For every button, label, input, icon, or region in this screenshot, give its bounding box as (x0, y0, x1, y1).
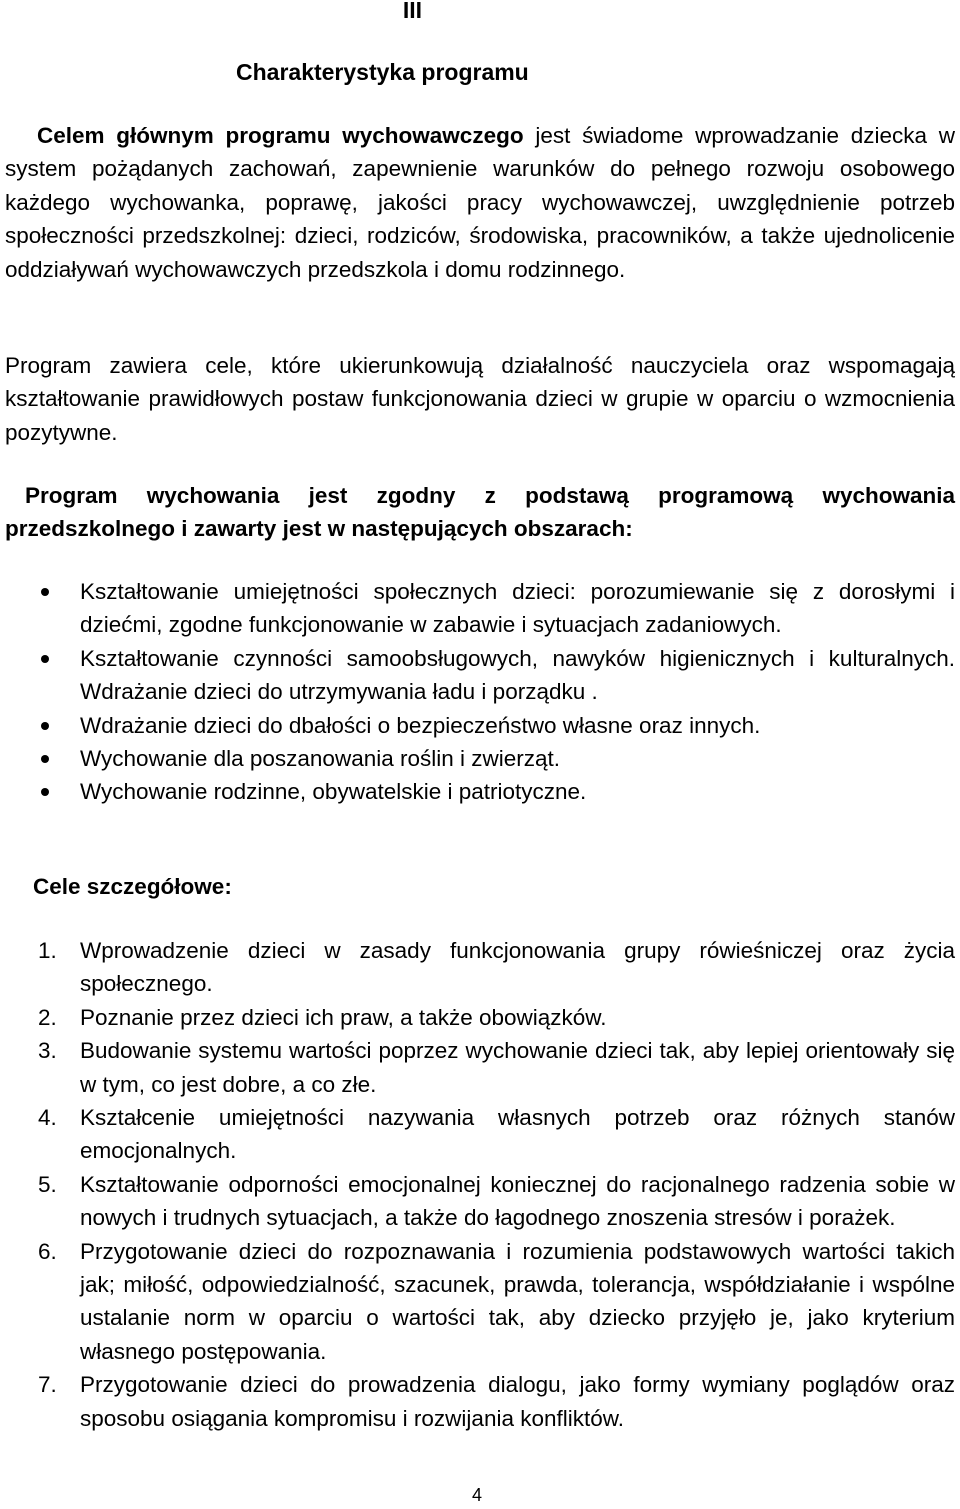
goal-list-item (0, 1368, 955, 1435)
detailed-goals-list (0, 934, 955, 1435)
area-text: Wychowanie dla poszanowania roślin i zwierząt. (80, 746, 561, 772)
area-text: Wdrażanie dzieci do dbałości o bezpieczeństwo własne oraz innych. (80, 712, 761, 738)
goal-number: 6. (38, 1238, 57, 1264)
goal-text: Kształcenie umiejętności nazywania własnych potrzeb oraz różnych stanów emocjonalnych. (80, 1105, 955, 1164)
goal-text: Kształtowanie odporności emocjonalnej koniecznej do racjonalnego radzenia sobie w nowych i trudnych sytuacjach, a także do łagodnego znoszenia stresów i porażek. (80, 1171, 955, 1231)
areas-list-item (0, 742, 955, 775)
chapter-number: III (402, 0, 423, 23)
goal-text: Poznanie przez dzieci ich praw, a także obowiązków. (80, 1004, 607, 1030)
goal-number: 4. (38, 1105, 57, 1131)
areas-list-item (0, 709, 955, 742)
areas-list-item (0, 642, 955, 709)
goal-list-item (0, 1101, 955, 1168)
goal-text: Przygotowanie dzieci do prowadzenia dialogu, jako formy wymiany poglądów oraz sposobu osiągania kompromisu i rozwijania konfliktów. (80, 1372, 955, 1431)
bullet-icon (41, 655, 49, 663)
areas-list-item (0, 775, 955, 808)
detailed-goals-heading: Cele szczegółowe: (33, 874, 232, 899)
areas-list (0, 575, 955, 809)
intro-bold-lead: Celem głównym programu wychowawczego (37, 123, 524, 148)
section-heading: Charakterystyka programu (236, 59, 529, 85)
goal-number: 1. (38, 938, 57, 963)
goal-list-item (0, 1235, 955, 1369)
goal-text: Przygotowanie dzieci do rozpoznawania i rozumienia podstawowych wartości takich jak; miłość, odpowiedzialność, szacunek, prawda, tolerancja, współdziałanie i wspólne ustalanie norm w oparciu o wartości tak, aby dziecko przyjęło je, jako kryterium własnego postępowania. (80, 1238, 955, 1364)
intro-text: jest świadome wprowadzanie dziecka w system pożądanych zachowań, zapewnienie warunków do pełnego rozwoju osobowego każdego wychowanka, poprawę, jakości pracy wychowawczej, uwzględnienie potrzeb społeczności przedszkolnej: dzieci, rodziców, środowiska, pracowników, a także ujednolicenie oddziaływań wychowawczych przedszkola i domu rodzinnego. (5, 123, 955, 282)
goal-list-item (0, 1168, 955, 1235)
bullet-icon (41, 788, 49, 796)
goal-text: Wprowadzenie dzieci w zasady funkcjonowania grupy rówieśniczej oraz życia społecznego. (80, 938, 955, 997)
goal-list-item (0, 1034, 955, 1101)
bullet-icon (41, 755, 49, 763)
goal-text: Budowanie systemu wartości poprzez wychowanie dzieci tak, aby lepiej orientowały się w tym, co jest dobre, a co złe. (80, 1038, 955, 1097)
page-number: 4 (472, 1485, 483, 1505)
bullet-icon (41, 588, 49, 596)
intro-paragraph (5, 119, 955, 286)
goal-number: 5. (38, 1171, 57, 1197)
goal-list-item (0, 1001, 955, 1034)
goal-number: 2. (38, 1004, 57, 1030)
program-paragraph: Program zawiera cele, które ukierunkowują działalność nauczyciela oraz wspomagają kształtowanie prawidłowych postaw funkcjonowania dzieci w grupie w oparciu o wzmocnienia pozytywne. (5, 353, 955, 445)
goal-number: 7. (38, 1372, 57, 1398)
area-text: Kształtowanie czynności samoobsługowych, nawyków higienicznych i kulturalnych. Wdrażanie dzieci do utrzymywania ładu i porządku . (80, 645, 955, 705)
area-text: Wychowanie rodzinne, obywatelskie i patriotyczne. (80, 779, 587, 805)
area-text: Kształtowanie umiejętności społecznych dzieci: porozumiewanie się z dorosłymi i dziećmi, zgodne funkcjonowanie w zabawie i sytuacjach zadaniowych. (80, 579, 955, 638)
goal-list-item (0, 934, 955, 1001)
areas-list-item (0, 575, 955, 642)
bullet-icon (41, 722, 49, 730)
areas-intro-paragraph: Program wychowania jest zgodny z podstawą programową wychowania przedszkolnego i zawarty jest w następujących obszarach: (5, 483, 955, 542)
goal-number: 3. (38, 1038, 57, 1064)
